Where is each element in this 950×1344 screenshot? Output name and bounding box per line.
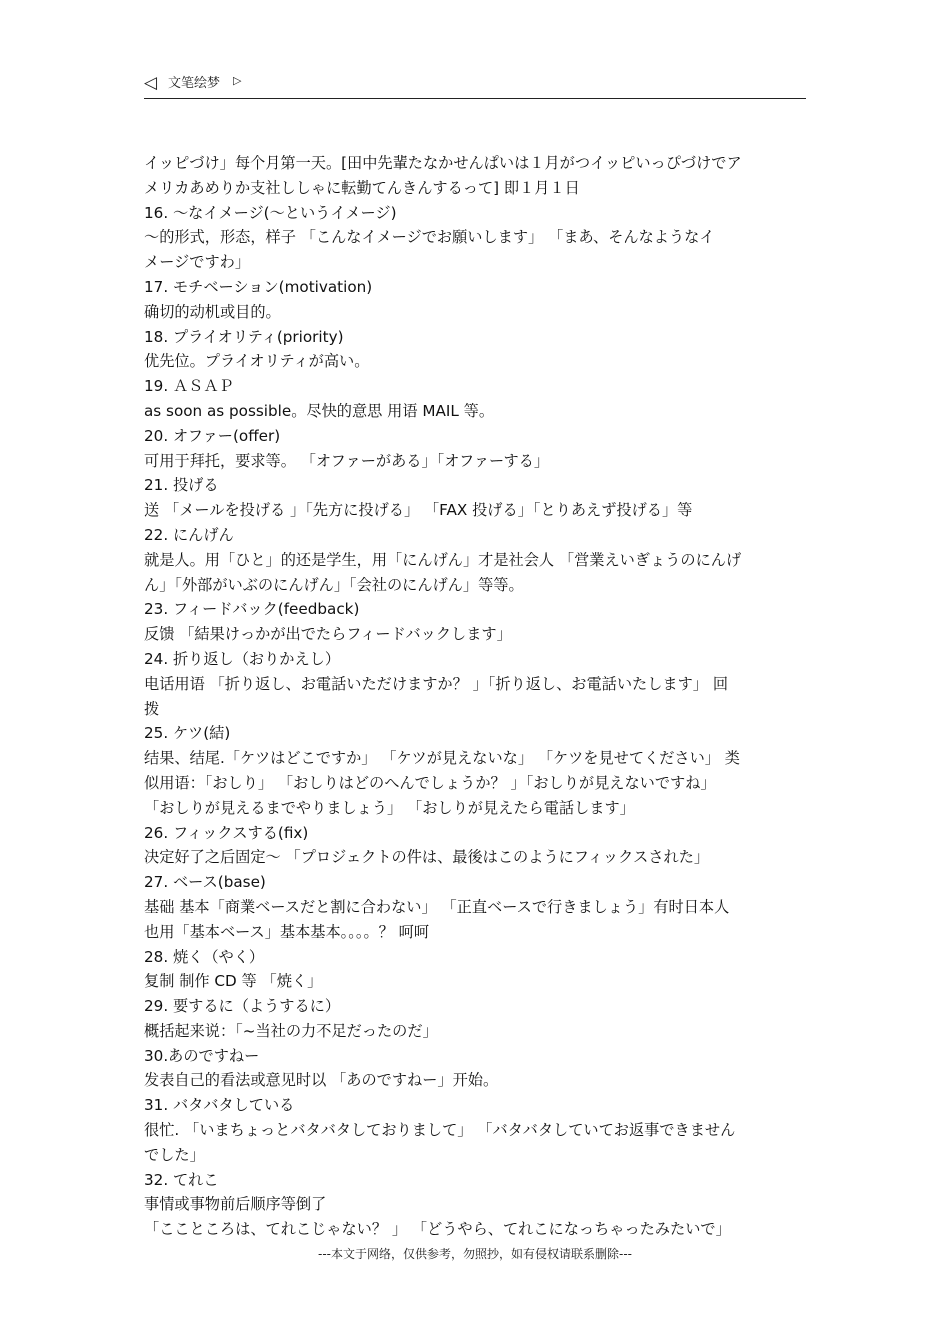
text-line: 22. にんげん xyxy=(144,525,234,544)
text-line: 优先位。プライオリティが高い。 xyxy=(144,352,370,371)
text-line: 很忙. 「いまちょっとバタバタしておりまして」 「バタバタしていてお返事できません xyxy=(144,1121,736,1140)
text-line: 反馈 「結果けっかが出でたらフィードバックします」 xyxy=(144,625,512,644)
text-line: 「おしりが見えるまでやりましょう」 「おしりが見えたら電話します」 xyxy=(144,798,635,817)
text-line: 27. ベース(base) xyxy=(144,873,266,892)
text-line: 事情或事物前后顺序等倒了 xyxy=(144,1195,327,1214)
text-line: 确切的动机或目的。 xyxy=(144,302,281,321)
text-line: 20. オファー(offer) xyxy=(144,426,281,445)
text-line: 拨 xyxy=(144,699,160,718)
text-line: 23. フィードバック(feedback) xyxy=(144,600,360,619)
text-line: 基础 基本「商業ベースだと割に合わない」 「正直ベースで行きましょう」有时日本人 xyxy=(144,897,730,916)
text-line: 30.あのですねー xyxy=(144,1046,260,1065)
text-line: イッピづけ」每个月第一天。[田中先輩たなかせんぱいは１月がつイッピいっぴづけでア xyxy=(144,154,742,172)
text-line: 28. 焼く（やく） xyxy=(144,947,265,966)
text-line: でした」 xyxy=(144,1145,205,1164)
text-line: 31. バタバタしている xyxy=(144,1096,295,1115)
text-line: 就是人。用「ひと」的还是学生，用「にんげん」才是社会人 「営業えいぎょうのにんげ xyxy=(144,550,742,569)
page-header xyxy=(144,72,806,99)
text-line: 复制 制作 CD 等 「焼く」 xyxy=(144,972,323,991)
text-line: 「ここところは、てれこじゃない？ 」 「どうやら、てれこになっちゃったみたいで」 xyxy=(144,1220,731,1239)
header-title: 文笔绘梦 xyxy=(168,76,221,91)
text-line: ん」「外部がいぶのにんげん」「会社のにんげん」等等。 xyxy=(144,575,524,594)
text-line: 发表自己的看法或意见时以 「あのですねー」开始。 xyxy=(144,1071,499,1090)
text-line: 17. モチベーション(motivation) xyxy=(144,277,373,296)
text-line: 电话用语 「折り返し、お電話いただけますか？ 」「折り返し、お電話いたします」 回 xyxy=(144,674,729,693)
text-line: メージですわ」 xyxy=(144,253,251,272)
text-line: 21. 投げる xyxy=(144,476,219,495)
text-line: 25. ケツ(結) xyxy=(144,724,231,743)
text-line: 可用于拜托，要求等。 「オファーがある」「オファーする」 xyxy=(144,451,550,470)
text-line: 决定好了之后固定～ 「プロジェクトの件は、最後はこのようにフィックスされた」 xyxy=(144,848,710,867)
text-line: 26. フィックスする(fix) xyxy=(144,823,309,842)
text-line: 29. 要するに（ようするに） xyxy=(144,997,341,1016)
text-line: 似用语：「おしり」 「おしりはどのへんでしょうか？ 」「おしりが見えないですね」 xyxy=(144,773,716,792)
text-line: as soon as possible。尽快的意思 用语 MAIL 等。 xyxy=(144,401,495,420)
text-line: ～的形式，形态，样子 「こんなイメージでお願いします」 「まあ、そんなようなイ xyxy=(144,228,715,247)
footer-disclaimer: ---本文于网络，仅供参考，勿照抄，如有侵权请联系删除--- xyxy=(318,1247,632,1261)
triangle-left-icon: ◁ xyxy=(144,73,158,93)
text-line: 24. 折り返し（おりかえし） xyxy=(144,649,341,668)
text-line: 概括起来说：「~当社の力不足だったのだ」 xyxy=(144,1021,438,1040)
text-line: 18. プライオリティ(priority) xyxy=(144,327,344,346)
text-line: 32. てれこ xyxy=(144,1170,219,1189)
document-body xyxy=(144,151,806,1242)
text-line: 16. ～なイメージ(～というイメージ) xyxy=(144,203,397,222)
text-line: 送 「メールを投げる 」「先方に投げる」 「FAX 投げる」「とりあえず投げる」等 xyxy=(144,501,693,520)
text-line: 也用「基本ベース」基本基本。。。。？ 呵呵 xyxy=(144,922,430,941)
text-line: メリカあめりか支社ししゃに転勤てんきんするって] 即１月１日 xyxy=(144,178,580,197)
text-line: 19. ＡＳＡＰ xyxy=(144,377,234,396)
text-line: 结果、结尾.「ケツはどこですか」 「ケツが見えないな」 「ケツを見せてください」 类 xyxy=(144,749,740,768)
triangle-right-icon: ▷ xyxy=(233,74,242,87)
